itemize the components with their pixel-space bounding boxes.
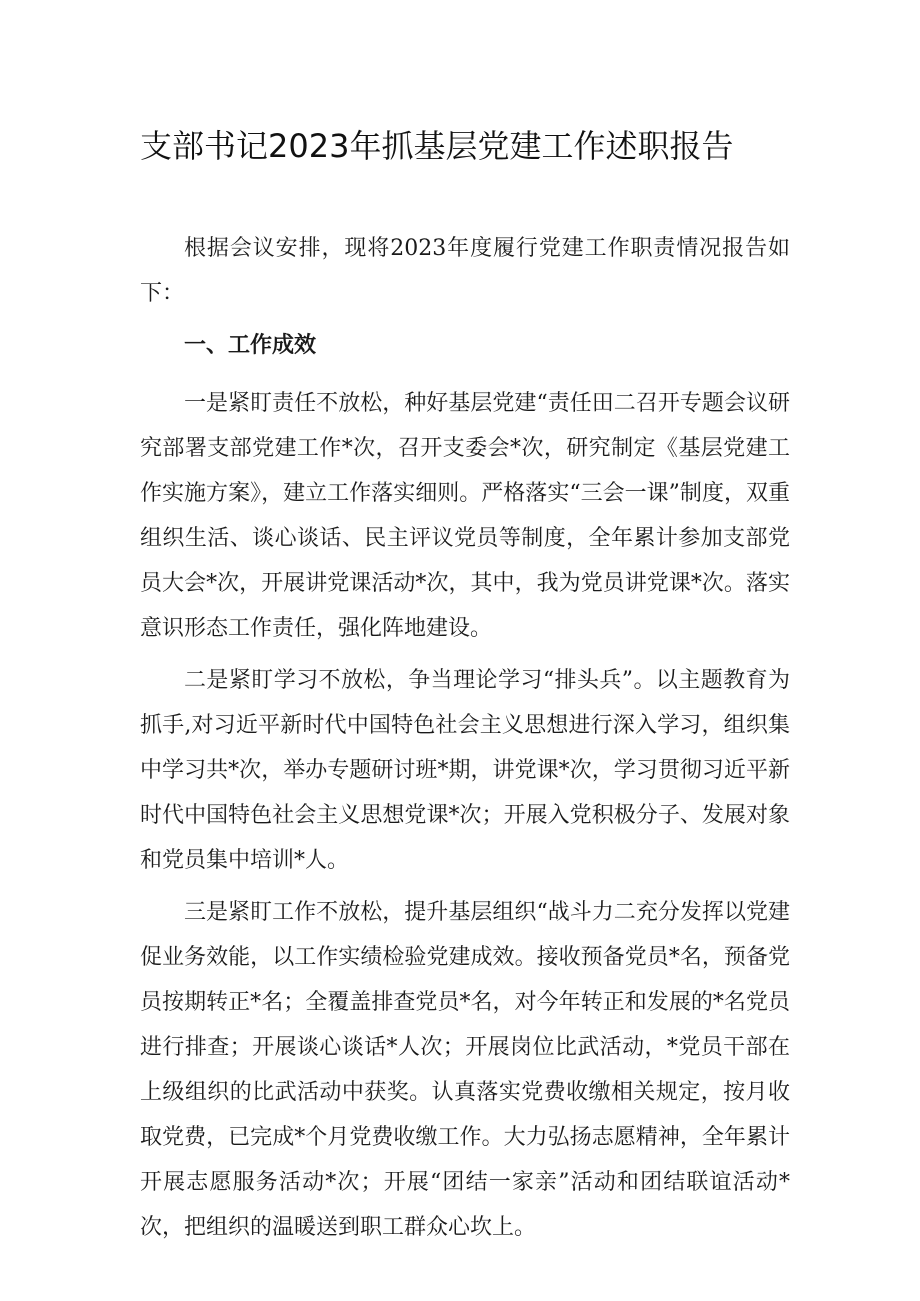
- paragraph-1: 一是紧盯责任不放松，种好基层党建“责任田二召开专题会议研究部署支部党建工作*次，召开支委会*次，研究制定《基层党建工作实施方案》，建立工作落实细则。严格落实“三会一课”制度，双重组织生活、谈心谈话、民主评议党员等制度，全年累计参加支部党员大会*次，开展讲党课活动*次，其中，我为党员讲党课*次。落实意识形态工作责任，强化阵地建设。: [140, 391, 790, 641]
- document-title: 支部书记2023年抓基层党建工作述职报告: [140, 127, 734, 165]
- paragraph-2: 二是紧盯学习不放松，争当理论学习“排头兵”。以主题教育为抓手,对习近平新时代中国特色社会主义思想进行深入学习，组织集中学习共*次，举办专题研讨班*期，讲党课*次，学习贯彻习近平新时代中国特色社会主义思想党课*次；开展入党积极分子、发展对象和党员集中培训*人。: [140, 668, 790, 873]
- document-body: [140, 226, 790, 1250]
- intro-paragraph: 根据会议安排，现将2023年度履行党建工作职责情况报告如下：: [140, 236, 790, 306]
- paragraph-3: 三是紧盯工作不放松，提升基层组织“战斗力二充分发挥以党建促业务效能，以工作实绩检验党建成效。接收预备党员*名，预备党员按期转正*名；全覆盖排查党员*名，对今年转正和发展的*名党员进行排查；开展谈心谈话*人次；开展岗位比武活动，*党员干部在上级组织的比武活动中获奖。认真落实党费收缴相关规定，按月收取党费，已完成*个月党费收缴工作。大力弘扬志愿精神，全年累计开展志愿服务活动*次；开展“团结一家亲”活动和团结联谊活动*次，把组织的温暖送到职工群众心坎上。: [140, 900, 790, 1240]
- section-heading: 一、工作成效: [184, 333, 317, 358]
